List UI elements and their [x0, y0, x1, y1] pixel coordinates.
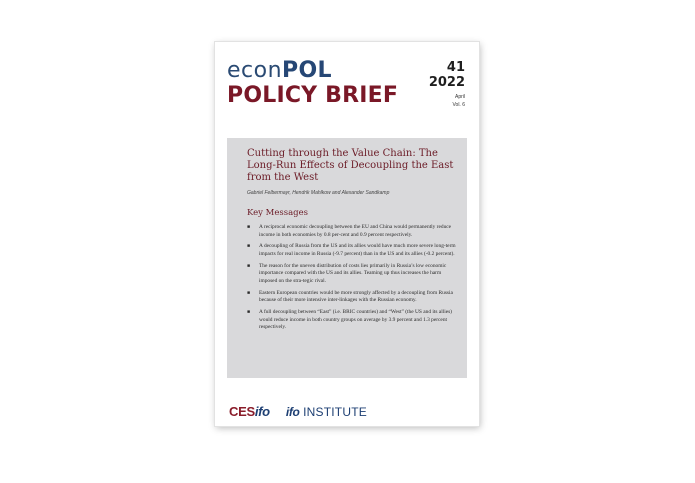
issue-info — [429, 60, 465, 109]
message-text: A full decoupling between “East” (i.e. BRIC countries) and “West” (the US and its allies) would reduce income in both country groups on average by 3.9 percent and 1.3 percent respectively. — [259, 309, 452, 331]
bullet-icon: ■ — [247, 290, 251, 296]
bullet-icon: ■ — [247, 225, 251, 230]
bullet-icon: ■ — [247, 244, 251, 250]
key-messages-heading: Key Messages — [247, 208, 309, 218]
cesifo-logo-ces: CES — [229, 404, 255, 419]
list-item — [247, 290, 457, 305]
econpol-logo — [227, 60, 398, 108]
list-item — [247, 243, 457, 258]
issue-number: 41 — [446, 60, 465, 75]
list-item — [247, 263, 457, 286]
policy-brief-cover — [215, 42, 479, 426]
ifo-institute-logo-ifo: ifo — [285, 405, 300, 419]
ifo-institute-logo — [286, 405, 367, 419]
message-text: A decoupling of Russia from the US and its allies would have much more severe long-term impacts for real income in Russia (-9.7 percent) than in the US and its allies (-0.2 percent). — [259, 243, 456, 257]
issue-year: 2022 — [428, 75, 465, 90]
issue-volume: Vol. 6 — [452, 102, 465, 108]
bullet-icon: ■ — [247, 263, 251, 269]
key-messages-list — [247, 224, 457, 336]
message-text: The reason for the uneven distribution of costs lies primarily in Russia’s low economic importance compared with the US and its allies. Teaming up thus increases the harm imposed on the stra-tegic rival. — [259, 262, 447, 284]
ifo-institute-logo-text: INSTITUTE — [299, 405, 367, 419]
summary-panel — [227, 138, 467, 378]
brand-prefix: econ — [227, 58, 283, 83]
issue-month: April — [454, 94, 465, 100]
cesifo-logo-ifo: ifo — [254, 404, 270, 419]
cesifo-logo — [229, 404, 270, 419]
brief-title: Cutting through the Value Chain: The Long-Run Effects of Decoupling the East from the West — [247, 148, 454, 183]
brand-wordmark — [227, 60, 398, 82]
footer-logos — [229, 404, 367, 419]
list-item — [247, 224, 457, 239]
brand-suffix: POL — [282, 58, 332, 83]
policy-brief-label: POLICY BRIEF — [227, 83, 399, 108]
message-text: Eastern European countries would be more strongly affected by a decoupling from Russia because of their more intensive inter-linkages with the Russian economy. — [259, 289, 453, 304]
bullet-icon: ■ — [247, 310, 251, 316]
list-item — [247, 309, 457, 332]
message-text: A reciprocal economic decoupling between the EU and China would permanently reduce income in both economies by 0.8 per-cent and 0.9 percent respectively. — [259, 224, 452, 238]
brief-authors: Gabriel Felbermayr, Hendrik Mahlkow and Alexander Sandkamp — [247, 190, 390, 196]
